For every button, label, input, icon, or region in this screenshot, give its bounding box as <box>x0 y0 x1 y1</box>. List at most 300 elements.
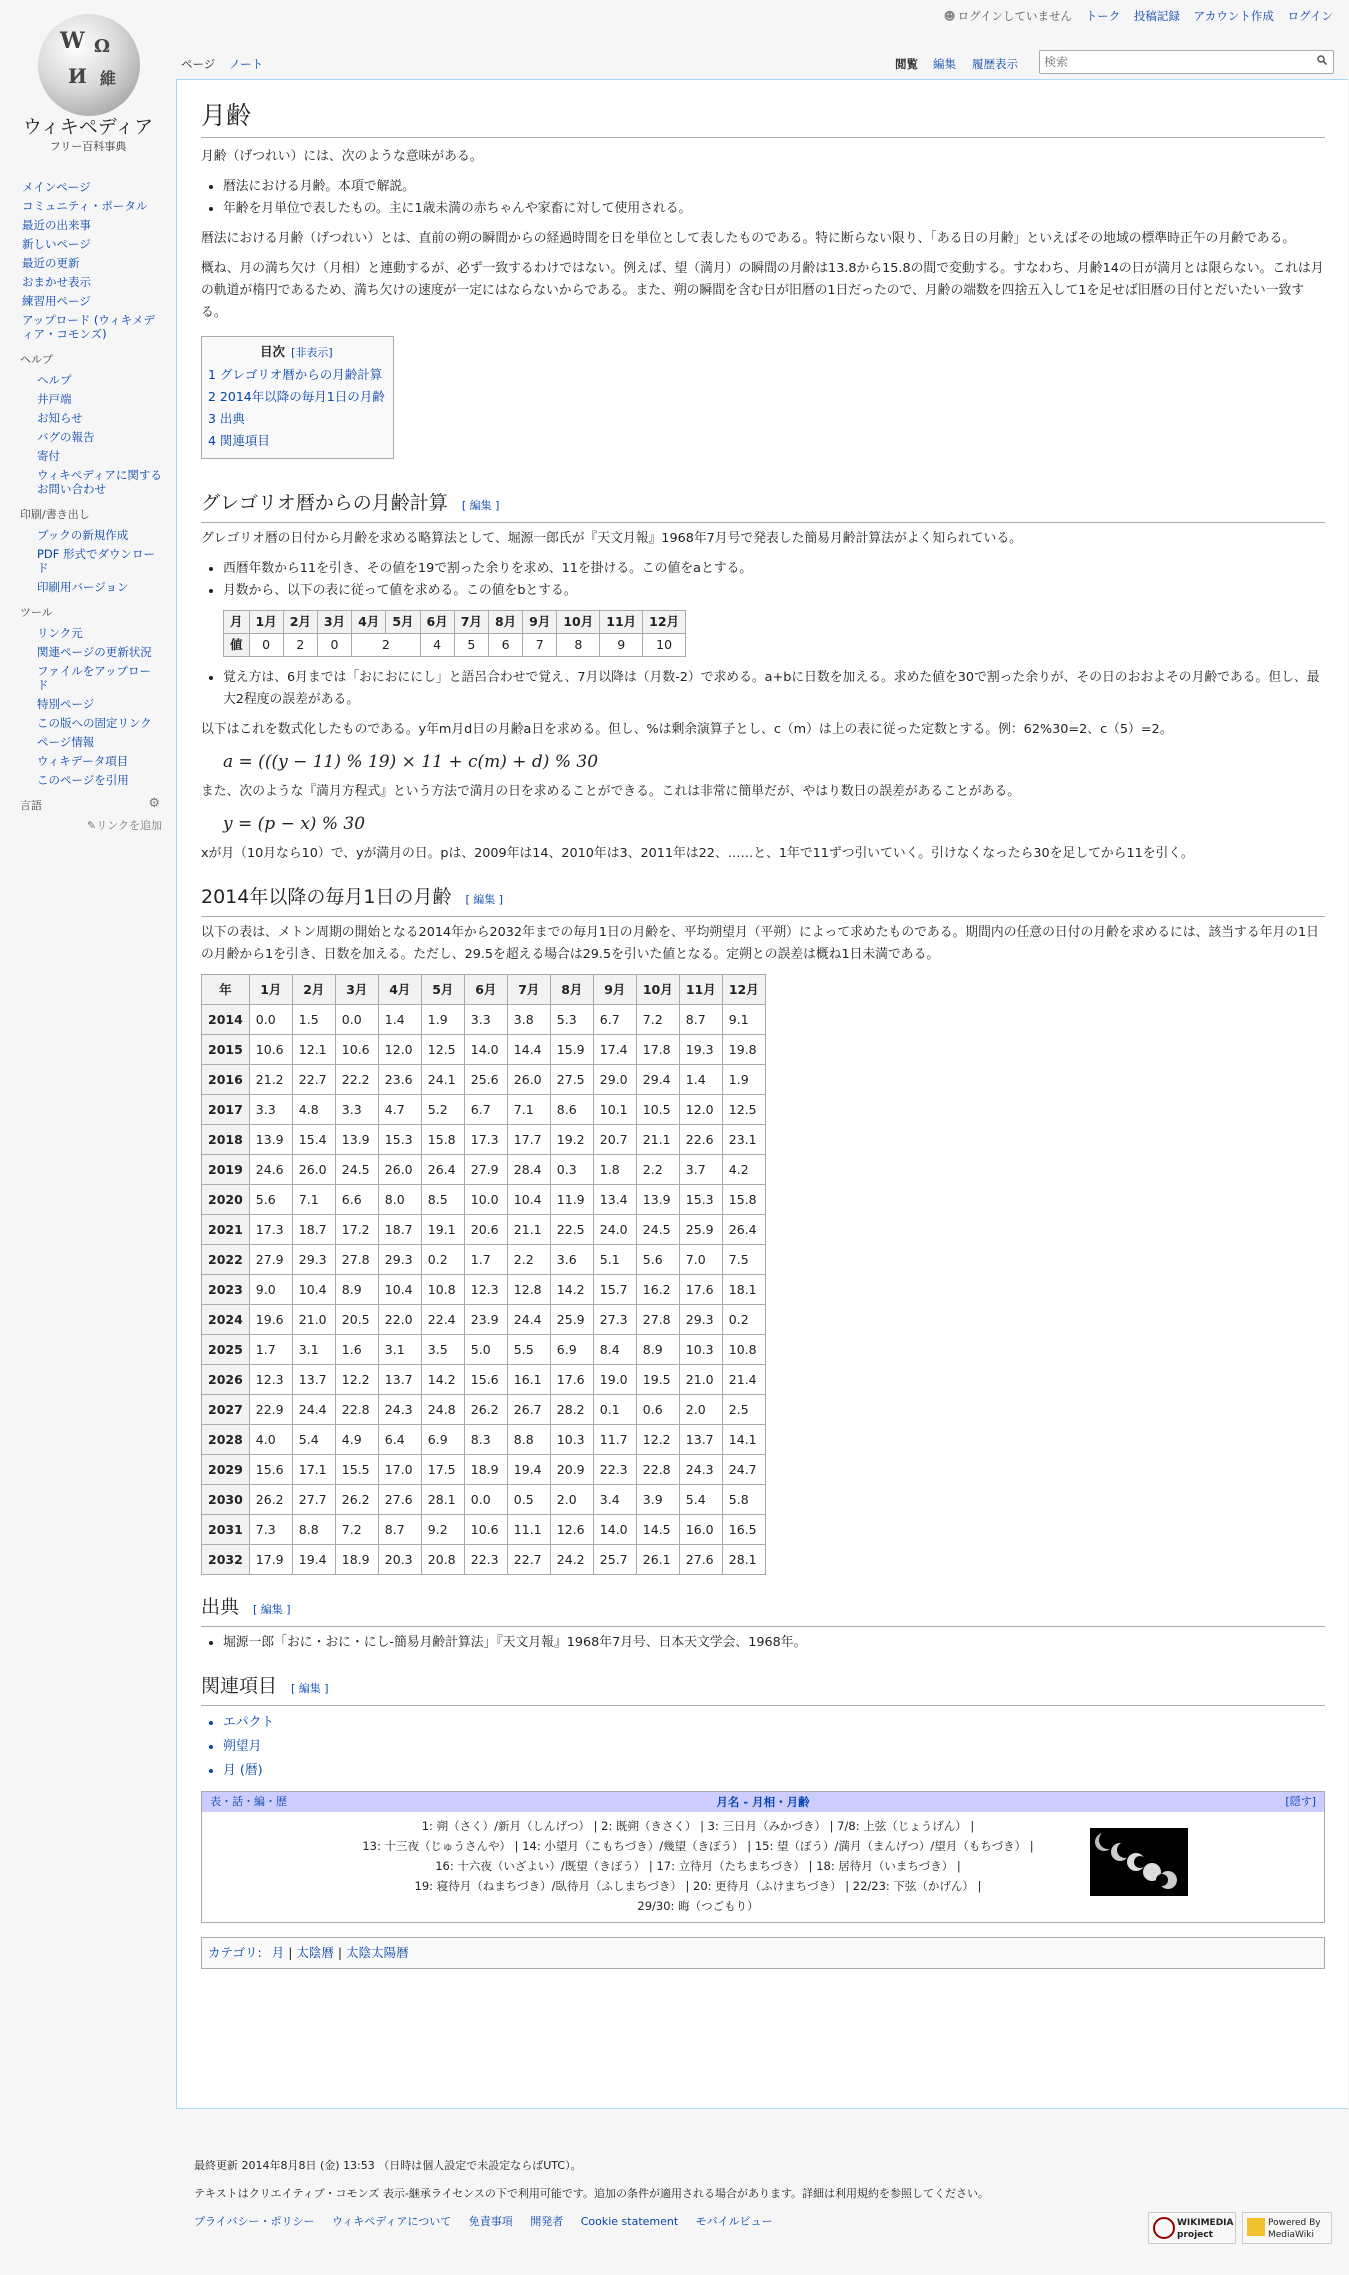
table-cell: 1.7 <box>249 1335 292 1365</box>
toc-item[interactable]: 3 出典 <box>208 411 245 426</box>
table-header-cell: 7月 <box>507 975 550 1005</box>
tab-edit[interactable]: 編集 <box>933 57 956 71</box>
table-cell: 17.4 <box>593 1035 636 1065</box>
navbox-line: 16: 十六夜（いざよい）/既望（きぼう） | 17: 立待月（たちまちづき） | 18: 居待月（いまちづき） | <box>435 1859 961 1873</box>
section-heading <box>201 489 1325 523</box>
table-cell: 27.9 <box>249 1245 292 1275</box>
table-cell: 10.4 <box>292 1275 335 1305</box>
mobile-view-link[interactable]: モバイルビュー <box>695 2215 773 2228</box>
sidebar-item-upload-file[interactable]: ファイルをアップロード <box>37 664 151 692</box>
year-cell: 2019 <box>202 1155 250 1185</box>
sidebar-item-download-pdf[interactable]: PDF 形式でダウンロード <box>37 547 156 575</box>
table-cell: 4.2 <box>722 1155 765 1185</box>
table-cell: 10.4 <box>507 1185 550 1215</box>
table-row <box>202 1305 766 1335</box>
section-heading <box>201 1593 1325 1627</box>
table-cell: 26.7 <box>507 1395 550 1425</box>
moon-age-table <box>201 974 766 1575</box>
table-cell: 0.1 <box>593 1395 636 1425</box>
table-header-cell: 11月 <box>679 975 722 1005</box>
table-header-cell: 月 <box>224 611 250 634</box>
section-title: 出典 <box>201 1596 240 1618</box>
table-cell: 6.7 <box>464 1095 507 1125</box>
table-cell: 4.9 <box>335 1425 378 1455</box>
category-link[interactable]: 太陰太陽暦 <box>346 1945 409 1960</box>
table-cell: 12.3 <box>249 1365 292 1395</box>
table-cell: 5.4 <box>292 1425 335 1455</box>
year-cell: 2016 <box>202 1065 250 1095</box>
table-cell: 15.8 <box>421 1125 464 1155</box>
table-cell: 29.3 <box>679 1305 722 1335</box>
table-cell: 24.5 <box>335 1155 378 1185</box>
paragraph: xが月（10月なら10）で、yが満月の日。pは、2009年は14、2010年は3、2011年は22、……と、1年で11ずつ引いていく。引けなくなったら30を足してから11を引く。 <box>201 846 1194 861</box>
table-cell: 27.6 <box>679 1545 722 1575</box>
sidebar-item-current-events[interactable]: 最近の出来事 <box>22 218 91 232</box>
table-cell: 17.3 <box>464 1125 507 1155</box>
year-cell: 2028 <box>202 1425 250 1455</box>
table-cell: 22.4 <box>421 1305 464 1335</box>
table-cell: 28.4 <box>507 1155 550 1185</box>
related-link[interactable]: • 月 (暦) <box>223 1759 1325 1783</box>
table-cell: 3.6 <box>550 1245 593 1275</box>
category-links: カテゴリ: 月 | 太陰暦 | 太陰太陽暦 <box>201 1937 1325 1969</box>
table-cell: 20.8 <box>421 1545 464 1575</box>
table-row <box>202 1155 766 1185</box>
table-row <box>202 1065 766 1095</box>
sidebar <box>22 180 162 833</box>
toc-heading <box>208 341 385 364</box>
tab-page[interactable]: ページ <box>181 57 216 71</box>
toc-item[interactable]: 4 関連項目 <box>208 433 270 448</box>
table-row <box>202 1095 766 1125</box>
year-cell: 2018 <box>202 1125 250 1155</box>
table-cell: 19.4 <box>507 1455 550 1485</box>
table-header-cell: 10月 <box>557 611 600 634</box>
table-cell: 22.2 <box>335 1065 378 1095</box>
sidebar-item-what-links-here[interactable]: リンク元 <box>37 626 83 640</box>
privacy-policy-link[interactable]: プライバシー・ポリシー <box>194 2215 315 2228</box>
table-cell: 6.4 <box>378 1425 421 1455</box>
table-cell: 12.6 <box>550 1515 593 1545</box>
year-cell: 2017 <box>202 1095 250 1125</box>
table-cell: 8.6 <box>550 1095 593 1125</box>
navbox-hide-toggle[interactable]: [隠す] <box>1285 1795 1316 1808</box>
table-cell: 7.1 <box>292 1185 335 1215</box>
table-cell: 6.6 <box>335 1185 378 1215</box>
table-cell: 20.9 <box>550 1455 593 1485</box>
sidebar-item-create-book[interactable]: ブックの新規作成 <box>37 528 129 542</box>
table-cell: 15.3 <box>378 1125 421 1155</box>
list-item: • 覚え方は、6月までは「おにおににし」と語呂合わせで覚え、7月以降は（月数-2）で求める。a+bに日数を加える。求めた値を30で割った余りが、その日のおおよその月齢である。但し、最大2程度の誤差がある。 <box>223 667 1325 711</box>
table-header-cell: 7月 <box>454 611 488 634</box>
table-cell: 25.7 <box>593 1545 636 1575</box>
table-cell: 17.2 <box>335 1215 378 1245</box>
table-header-cell: 3月 <box>317 611 351 634</box>
sidebar-item-cite[interactable]: このページを引用 <box>37 773 129 787</box>
table-cell: 14.1 <box>722 1425 765 1455</box>
table-row <box>202 1245 766 1275</box>
table-cell: 27.7 <box>292 1485 335 1515</box>
table-cell: 12.8 <box>507 1275 550 1305</box>
table-cell: 2.2 <box>636 1155 679 1185</box>
table-cell: 17.7 <box>507 1125 550 1155</box>
year-cell: 2021 <box>202 1215 250 1245</box>
table-header-cell: 1月 <box>249 975 292 1005</box>
table-cell: 18.9 <box>464 1455 507 1485</box>
table-cell: 14.2 <box>550 1275 593 1305</box>
sidebar-item-recent-changes[interactable]: 最近の更新 <box>22 256 80 270</box>
table-cell: 29.3 <box>378 1245 421 1275</box>
table-header-cell: 8月 <box>488 611 522 634</box>
table-cell: 10.8 <box>722 1335 765 1365</box>
table-cell: 8.7 <box>378 1515 421 1545</box>
table-cell: 3.4 <box>593 1485 636 1515</box>
navbox-vte-links[interactable]: 表・話・編・歴 <box>210 1795 287 1808</box>
table-cell: 13.7 <box>679 1425 722 1455</box>
table-cell: 20.6 <box>464 1215 507 1245</box>
table-cell: 3.9 <box>636 1485 679 1515</box>
toc-toggle[interactable]: [非表示] <box>291 346 333 359</box>
table-cell: 0.3 <box>550 1155 593 1185</box>
login-status: ログインしていません <box>957 9 1073 23</box>
table-cell: 19.0 <box>593 1365 636 1395</box>
cookie-statement-link[interactable]: Cookie statement <box>580 2215 679 2228</box>
table-header-cell: 10月 <box>636 975 679 1005</box>
table-cell: 8.9 <box>335 1275 378 1305</box>
add-links[interactable] <box>22 819 162 833</box>
table-cell: 16.0 <box>679 1515 722 1545</box>
table-cell: 1.9 <box>421 1005 464 1035</box>
category-link[interactable]: 太陰暦 <box>296 1945 334 1960</box>
sidebar-item-sandbox[interactable]: 練習用ページ <box>22 294 91 308</box>
table-cell: 24.3 <box>679 1455 722 1485</box>
sidebar-item-printable[interactable]: 印刷用バージョン <box>37 580 129 594</box>
search-input[interactable] <box>1040 52 1299 72</box>
table-cell: 16.2 <box>636 1275 679 1305</box>
table-header-cell: 1月 <box>249 611 283 634</box>
table-cell: 15.9 <box>550 1035 593 1065</box>
sidebar-item-permanent-link[interactable]: この版への固定リンク <box>37 716 152 730</box>
table-cell: 24.1 <box>421 1065 464 1095</box>
month-constant-table <box>223 610 686 657</box>
table-cell: 5 <box>454 634 488 657</box>
page-title: 月齢 <box>201 99 1325 138</box>
edit-section-link[interactable]: [ 編集 ] <box>291 1682 329 1695</box>
table-cell: 14.2 <box>421 1365 464 1395</box>
table-cell: 24.4 <box>507 1305 550 1335</box>
table-cell: 15.7 <box>593 1275 636 1305</box>
table-row <box>202 1185 766 1215</box>
sidebar-item-wikidata[interactable]: ウィキデータ項目 <box>37 754 129 768</box>
year-cell: 2020 <box>202 1185 250 1215</box>
list-item: • 西暦年数から11を引き、その値を19で割った余りを求め、11を掛ける。この値をaとする。 <box>223 558 1325 580</box>
mediawiki-badge[interactable] <box>1242 2212 1332 2244</box>
table-cell: 12.0 <box>378 1035 421 1065</box>
table-cell: 12.2 <box>335 1365 378 1395</box>
year-cell: 2026 <box>202 1365 250 1395</box>
list-item: • 月数から、以下の表に従って値を求める。この値をbとする。 <box>223 580 1325 602</box>
personal-tools <box>934 8 1333 24</box>
table-cell: 13.4 <box>593 1185 636 1215</box>
create-account-link[interactable]: アカウント作成 <box>1193 9 1274 23</box>
table-cell: 1.4 <box>378 1005 421 1035</box>
table-cell: 0.2 <box>722 1305 765 1335</box>
table-cell: 10.3 <box>679 1335 722 1365</box>
table-cell: 26.4 <box>421 1155 464 1185</box>
table-cell: 22.7 <box>292 1065 335 1095</box>
tab-history[interactable]: 履歴表示 <box>972 57 1018 71</box>
table-cell: 5.6 <box>249 1185 292 1215</box>
edit-section-link[interactable]: [ 編集 ] <box>465 893 504 906</box>
table-header-cell: 3月 <box>335 975 378 1005</box>
table-cell: 1.8 <box>593 1155 636 1185</box>
about-link[interactable]: ウィキペディアについて <box>331 2215 452 2228</box>
table-cell: 20.7 <box>593 1125 636 1155</box>
sidebar-heading-print[interactable]: 印刷/書き出し <box>20 508 90 521</box>
last-modified: 最終更新 2014年8月8日 (金) 13:53 （日時は個人設定で未設定ならばUTC）。 <box>194 2159 582 2172</box>
sidebar-item-help[interactable]: ヘルプ <box>37 373 72 387</box>
login-link[interactable]: ログイン <box>1287 9 1333 23</box>
edit-section-link[interactable]: [ 編集 ] <box>461 499 500 512</box>
table-cell: 17.1 <box>292 1455 335 1485</box>
table-cell: 29.0 <box>593 1065 636 1095</box>
table-cell: 9.0 <box>249 1275 292 1305</box>
footer-links <box>194 2213 1194 2231</box>
table-cell: 12.1 <box>292 1035 335 1065</box>
paragraph: 暦法における月齢（げつれい）とは、直前の朔の瞬間からの経過時間を日を単位として表したものである。特に断らない限り、「ある日の月齢」といえばその地域の標準時正午の月齢である。 <box>201 231 1296 246</box>
table-cell: 1.4 <box>679 1065 722 1095</box>
sidebar-item-upload-commons[interactable]: アップロード (ウィキメディア・コモンズ) <box>22 313 155 341</box>
table-cell: 6 <box>488 634 522 657</box>
sidebar-item-notices[interactable]: お知らせ <box>37 411 83 425</box>
categories-label[interactable]: カテゴリ: <box>208 1945 262 1960</box>
table-cell: 5.4 <box>679 1485 722 1515</box>
table-cell: 24.3 <box>378 1395 421 1425</box>
user-icon: ☻ <box>943 9 956 23</box>
table-cell: 19.8 <box>722 1035 765 1065</box>
table-cell: 22.3 <box>593 1455 636 1485</box>
table-row <box>202 1545 766 1575</box>
disclaimer-link[interactable]: 免責事項 <box>468 2215 513 2228</box>
sidebar-item-new-pages[interactable]: 新しいページ <box>22 237 91 251</box>
table-cell: 7.3 <box>249 1515 292 1545</box>
table-row <box>202 1425 766 1455</box>
table-cell: 22.0 <box>378 1305 421 1335</box>
section-title: 関連項目 <box>201 1675 278 1697</box>
table-cell: 7.0 <box>679 1245 722 1275</box>
related-link[interactable]: • 朔望月 <box>223 1735 1325 1759</box>
table-cell: 13.9 <box>249 1125 292 1155</box>
table-cell: 28.1 <box>421 1485 464 1515</box>
table-cell: 2.2 <box>507 1245 550 1275</box>
table-cell: 7 <box>523 634 557 657</box>
table-header-cell: 6月 <box>464 975 507 1005</box>
footer <box>194 2157 1194 2231</box>
wikimedia-badge[interactable] <box>1148 2212 1236 2244</box>
toc-item[interactable]: 2 2014年以降の毎月1日の月齢 <box>208 389 385 404</box>
table-cell: 12.3 <box>464 1275 507 1305</box>
toc-item[interactable]: 1 グレゴリオ暦からの月齢計算 <box>208 367 383 382</box>
table-cell: 10.6 <box>249 1035 292 1065</box>
table-cell: 3.5 <box>421 1335 464 1365</box>
wikipedia-logo[interactable] <box>0 0 176 160</box>
table-cell: 7.1 <box>507 1095 550 1125</box>
navbox-line: 29/30: 晦（つごもり） <box>637 1899 759 1913</box>
navbox-line: 1: 朔（さく）/新月（しんげつ） | 2: 既朔（きさく） | 3: 三日月（みかづき） | 7/8: 上弦（じょうげん） | <box>421 1819 975 1833</box>
table-cell: 14.4 <box>507 1035 550 1065</box>
table-cell: 15.8 <box>722 1185 765 1215</box>
table-cell: 24.2 <box>550 1545 593 1575</box>
table-cell: 3.3 <box>335 1095 378 1125</box>
table-cell: 2 <box>283 634 317 657</box>
table-cell: 22.5 <box>550 1215 593 1245</box>
table-cell: 24.5 <box>636 1215 679 1245</box>
sidebar-item-page-info[interactable]: ページ情報 <box>37 735 95 749</box>
table-cell: 21.2 <box>249 1065 292 1095</box>
contributions-link[interactable]: 投稿記録 <box>1133 9 1180 23</box>
table-cell: 24.6 <box>249 1155 292 1185</box>
table-cell: 19.2 <box>550 1125 593 1155</box>
year-cell: 2024 <box>202 1305 250 1335</box>
tab-read[interactable]: 閲覧 <box>895 57 918 71</box>
table-cell: 17.6 <box>679 1275 722 1305</box>
table-cell: 6.9 <box>550 1335 593 1365</box>
navbox-line: 19: 寝待月（ねまちづき）/臥待月（ふしまちづき） | 20: 更待月（ふけまちづき） | 22/23: 下弦（かげん） | <box>414 1879 982 1893</box>
table-cell: 8.8 <box>292 1515 335 1545</box>
table-cell: 3.7 <box>679 1155 722 1185</box>
table-cell: 27.6 <box>378 1485 421 1515</box>
table-cell: 10.3 <box>550 1425 593 1455</box>
tab-talk[interactable]: ノート <box>229 57 264 71</box>
table-cell: 29.3 <box>292 1245 335 1275</box>
related-link[interactable]: • エパクト <box>223 1711 1325 1735</box>
notes-list <box>201 667 1325 711</box>
table-cell: 14.0 <box>593 1515 636 1545</box>
table-cell: 17.0 <box>378 1455 421 1485</box>
table-cell: 8.9 <box>636 1335 679 1365</box>
table-cell: 5.0 <box>464 1335 507 1365</box>
reference-item: • 堀源一郎「おに・おに・にし-簡易月齢計算法」『天文月報』1968年7月号、日本天文学会、1968年。 <box>223 1632 1325 1654</box>
developers-link[interactable]: 開発者 <box>530 2215 564 2228</box>
list-item: • 年齢を月単位で表したもの。主に1歳未満の赤ちゃんや家畜に対して使用される。 <box>223 198 1325 220</box>
table-header-cell: 9月 <box>593 975 636 1005</box>
sidebar-item-community[interactable]: コミュニティ・ポータル <box>22 199 148 213</box>
table-cell: 1.7 <box>464 1245 507 1275</box>
table-row <box>202 1455 766 1485</box>
table-cell: 0.2 <box>421 1245 464 1275</box>
table-cell: 26.0 <box>292 1155 335 1185</box>
table-cell: 21.0 <box>679 1365 722 1395</box>
talk-link[interactable]: トーク <box>1085 9 1121 23</box>
wikimedia-icon <box>1153 2217 1175 2239</box>
table-cell: 7.2 <box>335 1515 378 1545</box>
table-cell: 15.6 <box>249 1455 292 1485</box>
disambiguation-list <box>201 176 1325 220</box>
table-cell: 13.7 <box>292 1365 335 1395</box>
sidebar-heading-tools[interactable]: ツール <box>20 606 53 619</box>
table-cell: 16.1 <box>507 1365 550 1395</box>
table-cell: 5.3 <box>550 1005 593 1035</box>
table-header-cell: 8月 <box>550 975 593 1005</box>
year-cell: 2027 <box>202 1395 250 1425</box>
sidebar-item-related-changes[interactable]: 関連ページの更新状況 <box>37 645 152 659</box>
table-cell: 25.9 <box>550 1305 593 1335</box>
table-cell: 4.7 <box>378 1095 421 1125</box>
edit-section-link[interactable]: [ 編集 ] <box>253 1603 291 1616</box>
table-cell: 22.3 <box>464 1545 507 1575</box>
table-cell: 8.8 <box>507 1425 550 1455</box>
toc-title: 目次 <box>260 344 286 359</box>
formula-full-moon: y = (p − x) % 30 <box>223 814 366 834</box>
table-cell: 8.0 <box>378 1185 421 1215</box>
table-header-cell: 2月 <box>292 975 335 1005</box>
section-title: 2014年以降の毎月1日の月齢 <box>201 886 452 908</box>
year-cell: 2015 <box>202 1035 250 1065</box>
sidebar-heading-help[interactable]: ヘルプ <box>20 353 53 366</box>
sidebar-heading-languages <box>20 796 162 813</box>
table-cell: 21.1 <box>507 1215 550 1245</box>
table-row <box>202 1035 766 1065</box>
navbox-title[interactable]: 月名 - 月相・月齢 <box>716 1795 810 1809</box>
table-cell: 17.6 <box>550 1365 593 1395</box>
table-cell: 26.4 <box>722 1215 765 1245</box>
sidebar-item-village-pump[interactable]: 井戸端 <box>37 392 72 406</box>
add-links-label: リンクを追加 <box>96 819 162 832</box>
sidebar-item-special-pages[interactable]: 特別ページ <box>37 697 95 711</box>
table-cell: 22.7 <box>507 1545 550 1575</box>
table-cell: 8 <box>557 634 600 657</box>
sidebar-item-bug-report[interactable]: バグの報告 <box>37 430 95 444</box>
table-cell: 3.1 <box>292 1335 335 1365</box>
search-icon[interactable] <box>1317 55 1327 65</box>
table-cell: 2.0 <box>550 1485 593 1515</box>
table-cell: 28.1 <box>722 1545 765 1575</box>
table-cell: 10.6 <box>335 1035 378 1065</box>
logo-title: ウィキペディア <box>22 116 154 138</box>
table-cell: 9.1 <box>722 1005 765 1035</box>
moon-phases-image[interactable] <box>1090 1828 1188 1896</box>
table-cell: 1.5 <box>292 1005 335 1035</box>
table-cell: 11.7 <box>593 1425 636 1455</box>
category-link[interactable]: 月 <box>271 1945 285 1960</box>
table-cell: 19.6 <box>249 1305 292 1335</box>
sidebar-item-contact[interactable]: ウィキペディアに関するお問い合わせ <box>37 468 162 496</box>
table-cell: 11.9 <box>550 1185 593 1215</box>
table-header-cell: 6月 <box>420 611 454 634</box>
table-row <box>224 611 686 634</box>
table-row <box>202 1515 766 1545</box>
table-cell: 12.5 <box>421 1035 464 1065</box>
badge-text: Powered By MediaWiki <box>1268 2218 1321 2240</box>
table-cell: 22.6 <box>679 1125 722 1155</box>
table-cell: 10.0 <box>464 1185 507 1215</box>
table-cell: 17.5 <box>421 1455 464 1485</box>
sidebar-item-main-page[interactable]: メインページ <box>22 180 91 194</box>
table-cell: 17.9 <box>249 1545 292 1575</box>
badge-text: WIKIMEDIA project <box>1177 2218 1234 2240</box>
table-cell: 24.4 <box>292 1395 335 1425</box>
languages-label: 言語 <box>20 799 42 812</box>
year-cell: 2032 <box>202 1545 250 1575</box>
table-cell: 23.6 <box>378 1065 421 1095</box>
gear-icon[interactable]: ⚙ <box>148 796 160 811</box>
sidebar-item-donate[interactable]: 寄付 <box>37 449 60 463</box>
steps-list <box>201 558 1325 602</box>
table-cell: 13.9 <box>636 1185 679 1215</box>
year-cell: 2030 <box>202 1485 250 1515</box>
sidebar-item-random[interactable]: おまかせ表示 <box>22 275 91 289</box>
table-cell: 0 <box>317 634 351 657</box>
